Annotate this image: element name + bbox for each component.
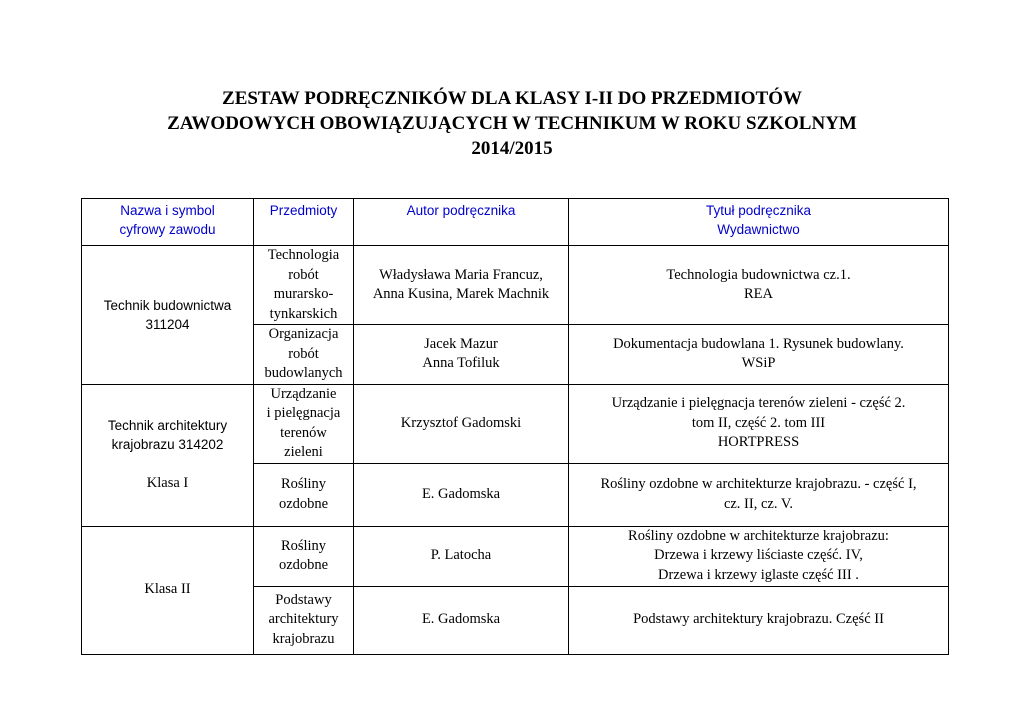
header-profession: Nazwa i symbol cyfrowy zawodu [82,199,254,246]
author-cell: E. Gadomska [354,463,569,526]
book-cell: Urządzanie i pielęgnacja terenów zieleni - część 2. tom II, część 2. tom III HORTPRESS [569,384,949,463]
table-header-row [82,199,949,246]
book-cell: Dokumentacja budowlana 1. Rysunek budowlany. WSiP [569,325,949,385]
textbook-table [81,198,949,655]
header-book: Tytuł podręcznika Wydawnictwo [569,199,949,246]
book-cell: Rośliny ozdobne w architekturze krajobrazu. - część I, cz. II, cz. V. [569,463,949,526]
book-cell: Rośliny ozdobne w architekturze krajobrazu: Drzewa i krzewy liściaste część. IV, Drzewa i krzewy iglaste część III . [569,526,949,586]
author-cell: Jacek Mazur Anna Tofiluk [354,325,569,385]
book-cell: Podstawy architektury krajobrazu. Część II [569,586,949,654]
document-title [80,86,944,161]
book-cell: Technologia budownictwa cz.1. REA [569,246,949,325]
subject-cell: Urządzanie i pielęgnacja terenów zieleni [254,384,354,463]
subject-cell: Podstawy architektury krajobrazu [254,586,354,654]
title-line-2: ZAWODOWYCH OBOWIĄZUJĄCYCH W TECHNIKUM W ROKU SZKOLNYM [167,113,857,134]
header-author: Autor podręcznika [354,199,569,246]
author-cell: E. Gadomska [354,586,569,654]
subject-cell: Rośliny ozdobne [254,526,354,586]
header-subjects: Przedmioty [254,199,354,246]
table-row [82,526,949,586]
author-cell: Krzysztof Gadomski [354,384,569,463]
subject-cell: Organizacja robót budowlanych [254,325,354,385]
table-row [82,246,949,325]
class-cell [82,526,254,654]
subject-cell: Technologia robót murarsko- tynkarskich [254,246,354,325]
title-line-1: ZESTAW PODRĘCZNIKÓW DLA KLASY I-II DO PRZEDMIOTÓW [222,88,802,109]
table-row [82,384,949,463]
profession-cell: Technik architektury krajobrazu 314202 Klasa I [82,384,254,526]
author-cell: P. Latocha [354,526,569,586]
class-label: Klasa II [144,581,191,598]
class-label: Klasa I [146,475,189,492]
subject-cell: Rośliny ozdobne [254,463,354,526]
profession-cell: Technik budownictwa 311204 [82,246,254,385]
author-cell: Władysława Maria Francuz, Anna Kusina, Marek Machnik [354,246,569,325]
title-line-3: 2014/2015 [471,138,553,159]
